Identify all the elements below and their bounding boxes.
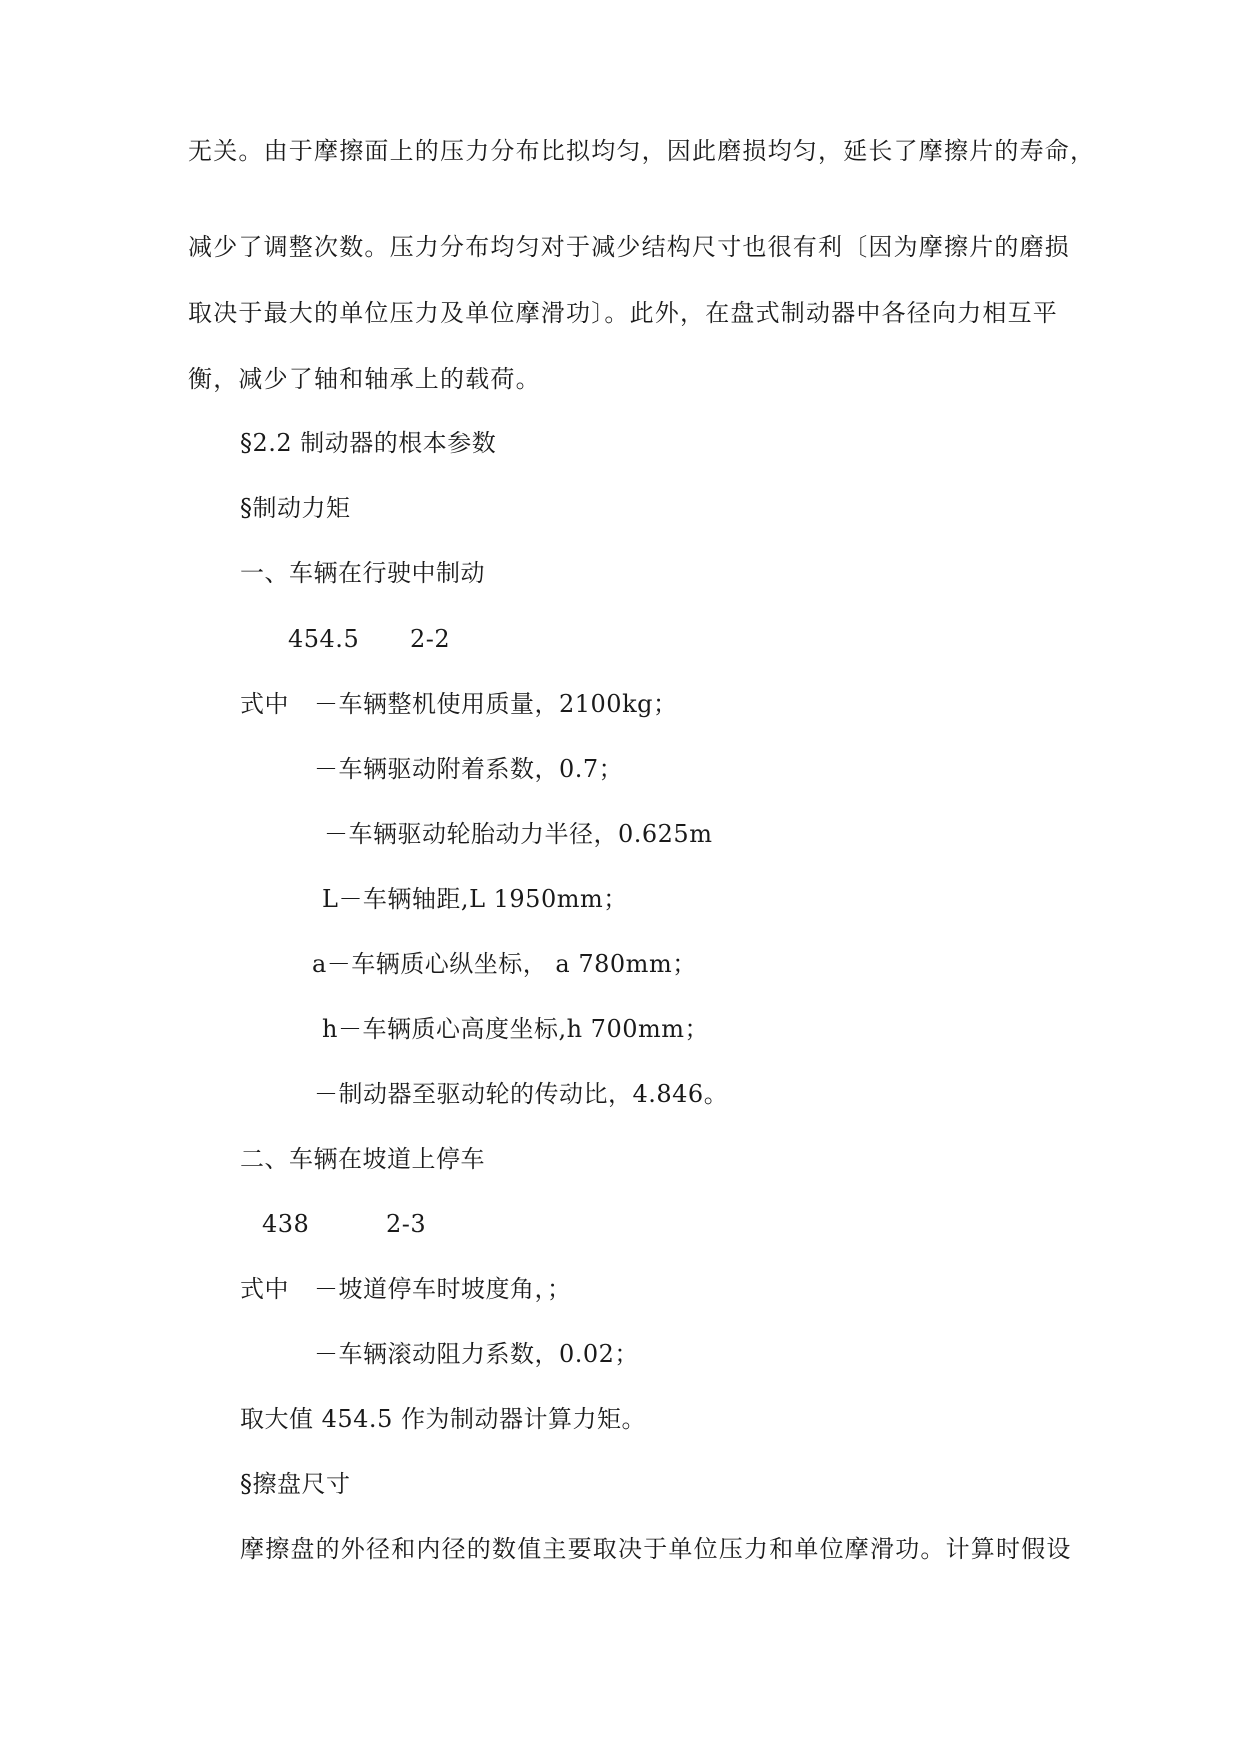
term-line: L－车辆轴距,L 1950mm； (322, 885, 628, 913)
case2-heading: 二、车辆在坡道上停车 (240, 1145, 485, 1173)
paragraph-line: 衡，减少了轴和轴承上的载荷。 (188, 365, 541, 393)
term-line: －制动器至驱动轮的传动比，4.846。 (314, 1080, 729, 1108)
section-heading: §2.2 制动器的根本参数 (240, 429, 497, 457)
formula-number: 2-2 (410, 625, 451, 653)
conclusion-line: 取大值 454.5 作为制动器计算力矩。 (240, 1405, 646, 1433)
formula-value: 438 (262, 1210, 310, 1238)
paragraph-line: 摩擦盘的外径和内径的数值主要取决于单位压力和单位摩滑功。计算时假设 (240, 1535, 1072, 1563)
paragraph-line: 无关。由于摩擦面上的压力分布比拟均匀，因此磨损均匀，延长了摩擦片的寿命， (188, 137, 1096, 165)
term-line: －坡道停车时坡度角，； (314, 1275, 572, 1303)
formula-number: 2-3 (386, 1210, 427, 1238)
paragraph-line: 取决于最大的单位压力及单位摩滑功〕。此外，在盘式制动器中各径向力相互平 (188, 299, 1058, 327)
subsection-heading-torque: §制动力矩 (240, 494, 351, 522)
subsection-heading-disc: §擦盘尺寸 (240, 1470, 351, 1498)
formula-value: 454.5 (288, 625, 360, 653)
term-line: －车辆滚动阻力系数，0.02； (314, 1340, 639, 1368)
term-line: －车辆驱动附着系数，0.7； (314, 755, 624, 783)
where-label: 式中 (240, 1275, 289, 1303)
term-line: －车辆驱动轮胎动力半径，0.625m (324, 820, 713, 848)
case1-heading: 一、车辆在行驶中制动 (240, 559, 485, 587)
term-line: h－车辆质心高度坐标,h 700mm； (322, 1015, 709, 1043)
term-line: －车辆整机使用质量，2100kg； (314, 690, 678, 718)
term-line: a－车辆质心纵坐标， a 780mm； (312, 950, 697, 978)
where-label: 式中 (240, 690, 289, 718)
paragraph-line: 减少了调整次数。压力分布均匀对于减少结构尺寸也很有利〔因为摩擦片的磨损 (188, 233, 1070, 261)
